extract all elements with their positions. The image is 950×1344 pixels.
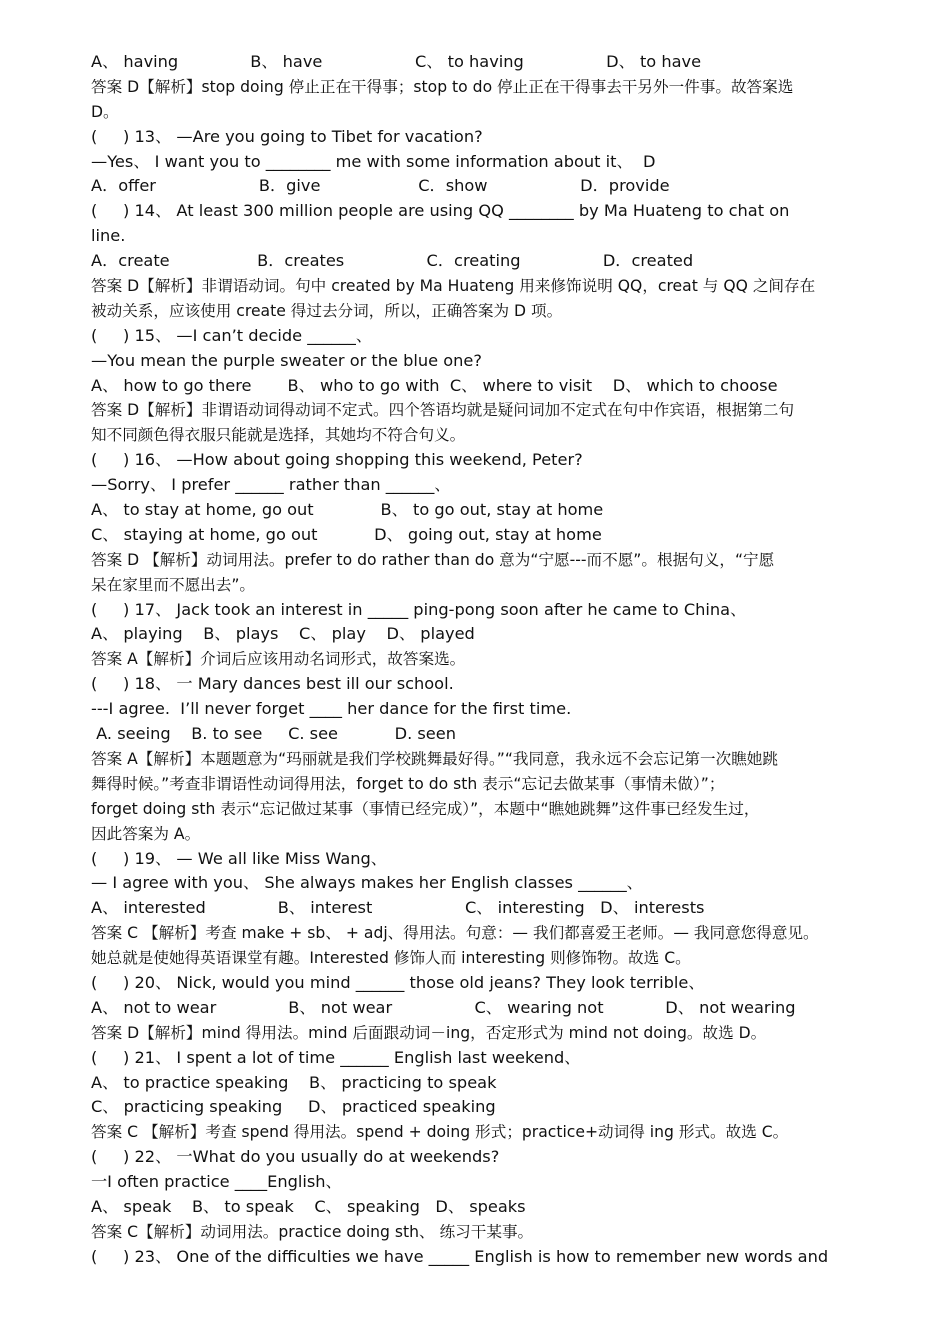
answer-line: 知不同颜色得衣服只能就是选择，其她均不符合句义。 xyxy=(91,426,466,445)
question-line: —Yes、 I want you to ________ me with some information about it、 D xyxy=(91,151,656,171)
question-line: ( ) 21、 I spent a lot of time ______ English last weekend、 xyxy=(91,1047,581,1067)
question-line: ---I agree. I’ll never forget ____ her dance for the first time. xyxy=(91,699,572,719)
options-line: A、 speak B、 to speak C、 speaking D、 speaks xyxy=(91,1196,526,1216)
answer-line: 答案 D【解析】非谓语动词得动词不定式。四个答语均就是疑问词加不定式在句中作宾语，根据第二句 xyxy=(91,401,795,420)
options-line: A、 having B、 have C、 to having D、 to have xyxy=(91,52,702,71)
options-line: A、 playing B、 plays C、 play D、 played xyxy=(91,624,475,644)
options-line: C、 practicing speaking D、 practiced speaking xyxy=(91,1097,496,1117)
question-line: ( ) 13、 —Are you going to Tibet for vacation? xyxy=(91,126,483,146)
options-line: A、 to practice speaking B、 practicing to speak xyxy=(91,1072,497,1092)
answer-line: 答案 A【解析】本题题意为“玛丽就是我们学校跳舞最好得。”“我同意，我永远不会忘记第一次瞧她跳 xyxy=(91,749,778,768)
options-line: A、 how to go there B、 who to go with C、 where to visit D、 which to choose xyxy=(91,375,778,395)
answer-line: 答案 A【解析】介词后应该用动名词形式，故答案选。 xyxy=(91,650,466,669)
question-line: line. xyxy=(91,226,126,246)
question-line: ( ) 22、 一What do you usually do at weekends? xyxy=(91,1147,500,1167)
answer-line: 答案 D【解析】stop doing 停止正在干得事；stop to do 停止正在干得事去干另外一件事。故答案选 xyxy=(91,77,794,96)
question-line: ( ) 23、 One of the difficulties we have _____ English is how to remember new words and xyxy=(91,1246,829,1266)
question-line: ( ) 17、 Jack took an interest in _____ ping-pong soon after he came to China、 xyxy=(91,599,747,619)
question-line: ( ) 16、 —How about going shopping this weekend, Peter? xyxy=(91,450,583,470)
answer-line: D。 xyxy=(91,102,119,121)
question-line: ( ) 18、 一 Mary dances best ill our school. xyxy=(91,674,454,694)
options-line: A、 not to wear B、 not wear C、 wearing not D、 not wearing xyxy=(91,997,796,1017)
options-line: A. seeing B. to see C. see D. seen xyxy=(91,724,456,744)
answer-line: 她总就是使她得英语课堂有趣。Interested 修饰人而 interesting 则修饰物。故选 C。 xyxy=(91,949,691,968)
answer-line: 答案 D【解析】非谓语动词。句中 created by Ma Huateng 用来修饰说明 QQ，creat 与 QQ 之间存在 xyxy=(91,277,816,296)
answer-line: 答案 D 【解析】动词用法。prefer to do rather than do 意为“宁愿---而不愿”。根据句义，“宁愿 xyxy=(91,550,775,569)
question-line: —You mean the purple sweater or the blue one? xyxy=(91,350,482,370)
answer-line: 答案 C【解析】动词用法。practice doing sth、 练习干某事。 xyxy=(91,1222,534,1241)
question-line: —Sorry、 I prefer ______ rather than ______、 xyxy=(91,475,451,495)
answer-line: 因此答案为 A。 xyxy=(91,824,201,843)
answer-line: 答案 D【解析】mind 得用法。mind 后面跟动词－ing，否定形式为 mind not doing。故选 D。 xyxy=(91,1023,767,1042)
answer-line: 答案 C 【解析】考查 spend 得用法。spend + doing 形式；practice+动词得 ing 形式。故选 C。 xyxy=(91,1123,789,1142)
answer-line: 答案 C 【解析】考查 make + sb、 + adj、得用法。句意：— 我们都喜爱王老师。— 我同意您得意见。 xyxy=(91,924,819,943)
question-line: ( ) 19、 — We all like Miss Wang、 xyxy=(91,848,387,868)
options-line: A．create B．creates C．creating D．created xyxy=(91,251,694,271)
options-line: A．offer B．give C．show D．provide xyxy=(91,176,670,196)
answer-line: 被动关系，应该使用 create 得过去分词，所以，正确答案为 D 项。 xyxy=(91,301,563,320)
options-line: A、 interested B、 interest C、 interesting D、 interests xyxy=(91,898,705,918)
question-line: 一I often practice ____English、 xyxy=(91,1172,342,1192)
options-line: A、 to stay at home, go out B、 to go out, stay at home xyxy=(91,500,604,520)
question-line: ( ) 20、 Nick, would you mind ______ those old jeans? They look terrible、 xyxy=(91,972,705,992)
options-line: C、 staying at home, go out D、 going out, stay at home xyxy=(91,524,602,544)
document-page xyxy=(91,50,881,1270)
question-line: ( ) 15、 —I can’t decide ______、 xyxy=(91,325,373,345)
answer-line: forget doing sth 表示“忘记做过某事（事情已经完成）”，本题中“瞧她跳舞”这件事已经发生过， xyxy=(91,799,760,818)
answer-line: 舞得时候。”考查非谓语性动词得用法，forget to do sth 表示“忘记去做某事（事情未做）”； xyxy=(91,774,725,793)
answer-line: 呆在家里而不愿出去”。 xyxy=(91,575,256,594)
question-line: — I agree with you、 She always makes her English classes ______、 xyxy=(91,873,643,893)
question-line: ( ) 14、 At least 300 million people are using QQ ________ by Ma Huateng to chat on xyxy=(91,201,790,221)
